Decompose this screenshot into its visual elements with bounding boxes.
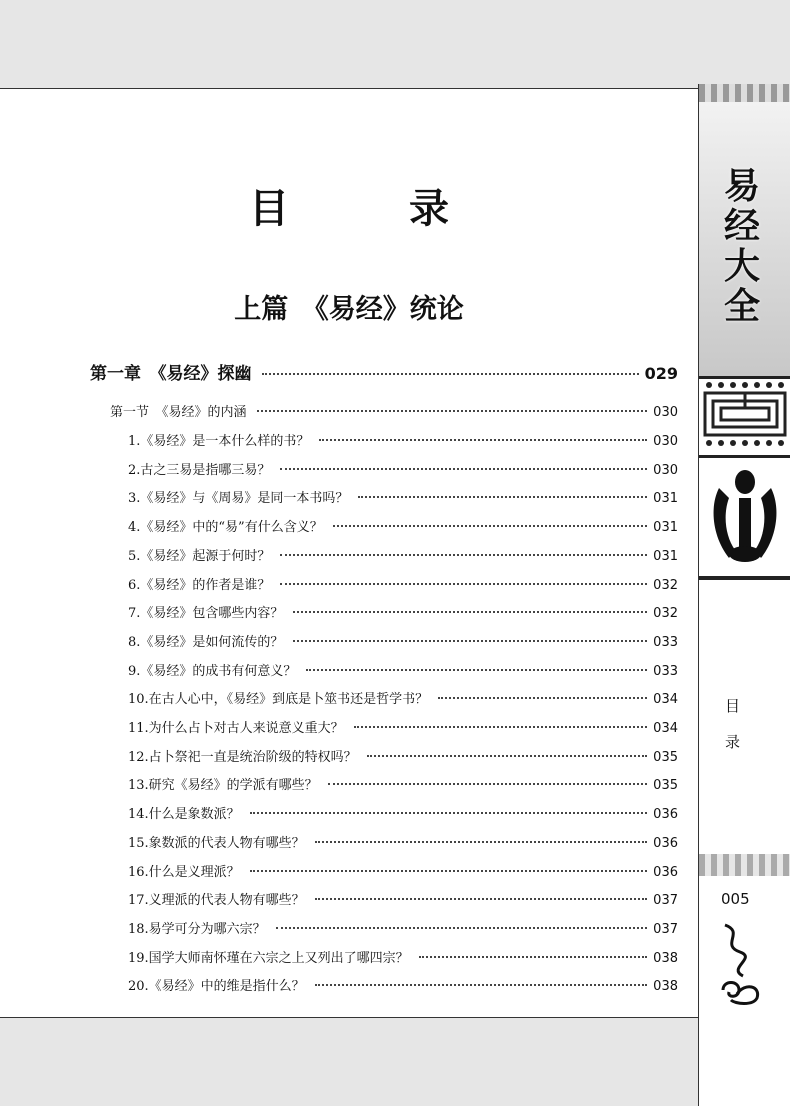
toc-entry-label: 11.为什么占卜对古人来说意义重大？ (128, 721, 344, 736)
dot-leader (319, 439, 647, 441)
toc-entry-label: 17.义理派的代表人物有哪些？ (128, 893, 305, 909)
toc-entry-label: 10.在古人心中，《易经》到底是卜筮书还是哲学书？ (128, 692, 429, 708)
toc-entry-page: 030 (653, 462, 678, 478)
section-indicator (725, 688, 740, 760)
toc-entry-page: 030 (653, 434, 678, 449)
toc-entry-page: 037 (653, 921, 678, 937)
toc-entry-label: 14.什么是象数派？ (128, 807, 240, 823)
toc-entry-label: 2.古之三易是指哪三易？ (128, 462, 271, 478)
toc-entry-page: 031 (653, 548, 678, 564)
dot-leader (328, 783, 647, 785)
toc-entry[interactable] (128, 574, 678, 593)
toc-entry-page: 036 (653, 864, 678, 880)
page-number: 005 (721, 890, 750, 908)
cloud-ornament-icon (715, 920, 765, 1014)
dot-leader (250, 812, 647, 814)
wave-pattern-icon (699, 854, 790, 876)
dot-leader (438, 697, 647, 699)
toc-entry-label: 18.易学可分为哪六宗？ (128, 921, 266, 937)
toc-entry[interactable] (128, 918, 678, 937)
section-label-char: 录 (725, 733, 741, 751)
toc-entry[interactable] (128, 832, 678, 851)
toc-entry-page: 032 (653, 606, 678, 622)
part-title: 上篇 《易经》统论 (234, 294, 464, 325)
toc-entry[interactable] (128, 631, 678, 650)
toc-entry-label: 13.研究《易经》的学派有哪些？ (128, 778, 318, 794)
toc-entry-page: 035 (653, 778, 678, 794)
toc-entry[interactable] (128, 459, 678, 478)
dot-leader (315, 841, 647, 843)
toc-entry-label: 3.《易经》与《周易》是同一本书吗？ (128, 491, 349, 507)
toc-entry[interactable] (128, 774, 678, 793)
sidebar (698, 84, 790, 1106)
dot-leader (280, 554, 647, 556)
dot-leader (333, 525, 647, 527)
toc-entry[interactable] (128, 545, 678, 564)
toc-entry-page: 035 (653, 749, 678, 765)
section-label-char: 目 (725, 697, 741, 715)
meander-pattern-icon (699, 376, 790, 458)
book-title: 易经大全 (723, 165, 760, 327)
page-title: 目 录 (249, 185, 489, 232)
divider (699, 576, 790, 580)
toc-entry-label: 8.《易经》是如何流传的？ (128, 634, 284, 650)
toc-entry-page: 038 (653, 979, 678, 995)
toc-entry-page: 038 (653, 950, 678, 966)
chapter-label: 第一章 《易经》探幽 (90, 364, 252, 384)
toc-entry-label: 6.《易经》的作者是谁？ (128, 577, 271, 593)
toc-entry-label: 15.象数派的代表人物有哪些？ (128, 835, 305, 851)
dot-leader (419, 956, 647, 958)
dot-leader (306, 669, 647, 671)
toc-entry[interactable] (128, 487, 678, 506)
dot-leader (315, 984, 647, 986)
toc-entry-page: 033 (653, 663, 678, 679)
toc-entry[interactable] (128, 947, 678, 966)
toc-entry[interactable] (128, 717, 678, 736)
dot-leader (354, 726, 647, 728)
toc-entry[interactable] (128, 746, 678, 765)
dot-leader (280, 468, 647, 470)
toc-entry-label: 4.《易经》中的“易”有什么含义？ (128, 520, 323, 536)
toc-entry[interactable] (128, 516, 678, 535)
toc-entry-label: 16.什么是义理派？ (128, 864, 240, 880)
dot-leader (257, 410, 648, 412)
toc-entry-page: 031 (653, 520, 678, 536)
page (0, 88, 698, 1018)
toc-entry-label: 5.《易经》起源于何时？ (128, 548, 271, 564)
dot-leader (262, 373, 639, 375)
dot-leader (293, 640, 647, 642)
toc-entry-page: 033 (653, 634, 678, 650)
dot-leader (280, 583, 647, 585)
toc-entry[interactable] (128, 803, 678, 822)
toc-entry-label: 9.《易经》的成书有何意义？ (128, 663, 297, 679)
toc-entry-page: 037 (653, 893, 678, 909)
toc-entry-label: 7.《易经》包含哪些内容？ (128, 606, 284, 622)
toc-entry-page: 034 (653, 692, 678, 708)
dot-leader (276, 927, 647, 929)
toc-entry-label: 20.《易经》中的维是指什么？ (128, 979, 305, 995)
bronze-ornament-icon (699, 458, 790, 576)
toc-entry-label: 19.国学大师南怀瑾在六宗之上又列出了哪四宗？ (128, 950, 409, 966)
section-page: 030 (653, 405, 678, 420)
toc-entry[interactable] (128, 975, 678, 994)
section-label: 第一节 《易经》的内涵 (110, 405, 247, 420)
toc-entry[interactable] (128, 889, 678, 908)
toc-entry-page: 034 (653, 721, 678, 736)
dot-leader (358, 496, 647, 498)
dot-leader (367, 755, 647, 757)
toc-entry-page: 036 (653, 807, 678, 823)
toc-entry-page: 036 (653, 835, 678, 851)
chapter-page: 029 (644, 364, 678, 383)
chapter-entry[interactable] (90, 359, 678, 384)
dot-leader (293, 611, 647, 613)
toc-entry[interactable] (128, 660, 678, 679)
toc-entry[interactable] (128, 602, 678, 621)
wave-pattern-icon (699, 84, 790, 102)
toc-entry-page: 031 (653, 491, 678, 507)
section-entry[interactable] (110, 401, 678, 420)
toc-entry-label: 1.《易经》是一本什么样的书？ (128, 434, 310, 449)
dot-leader (315, 898, 647, 900)
toc-entry[interactable] (128, 688, 678, 707)
toc-entry[interactable] (128, 861, 678, 880)
toc-entry-label: 12.占卜祭祀一直是统治阶级的特权吗？ (128, 749, 357, 765)
toc-entry-page: 032 (653, 577, 678, 593)
toc-entry[interactable] (128, 430, 678, 449)
dot-leader (250, 870, 647, 872)
